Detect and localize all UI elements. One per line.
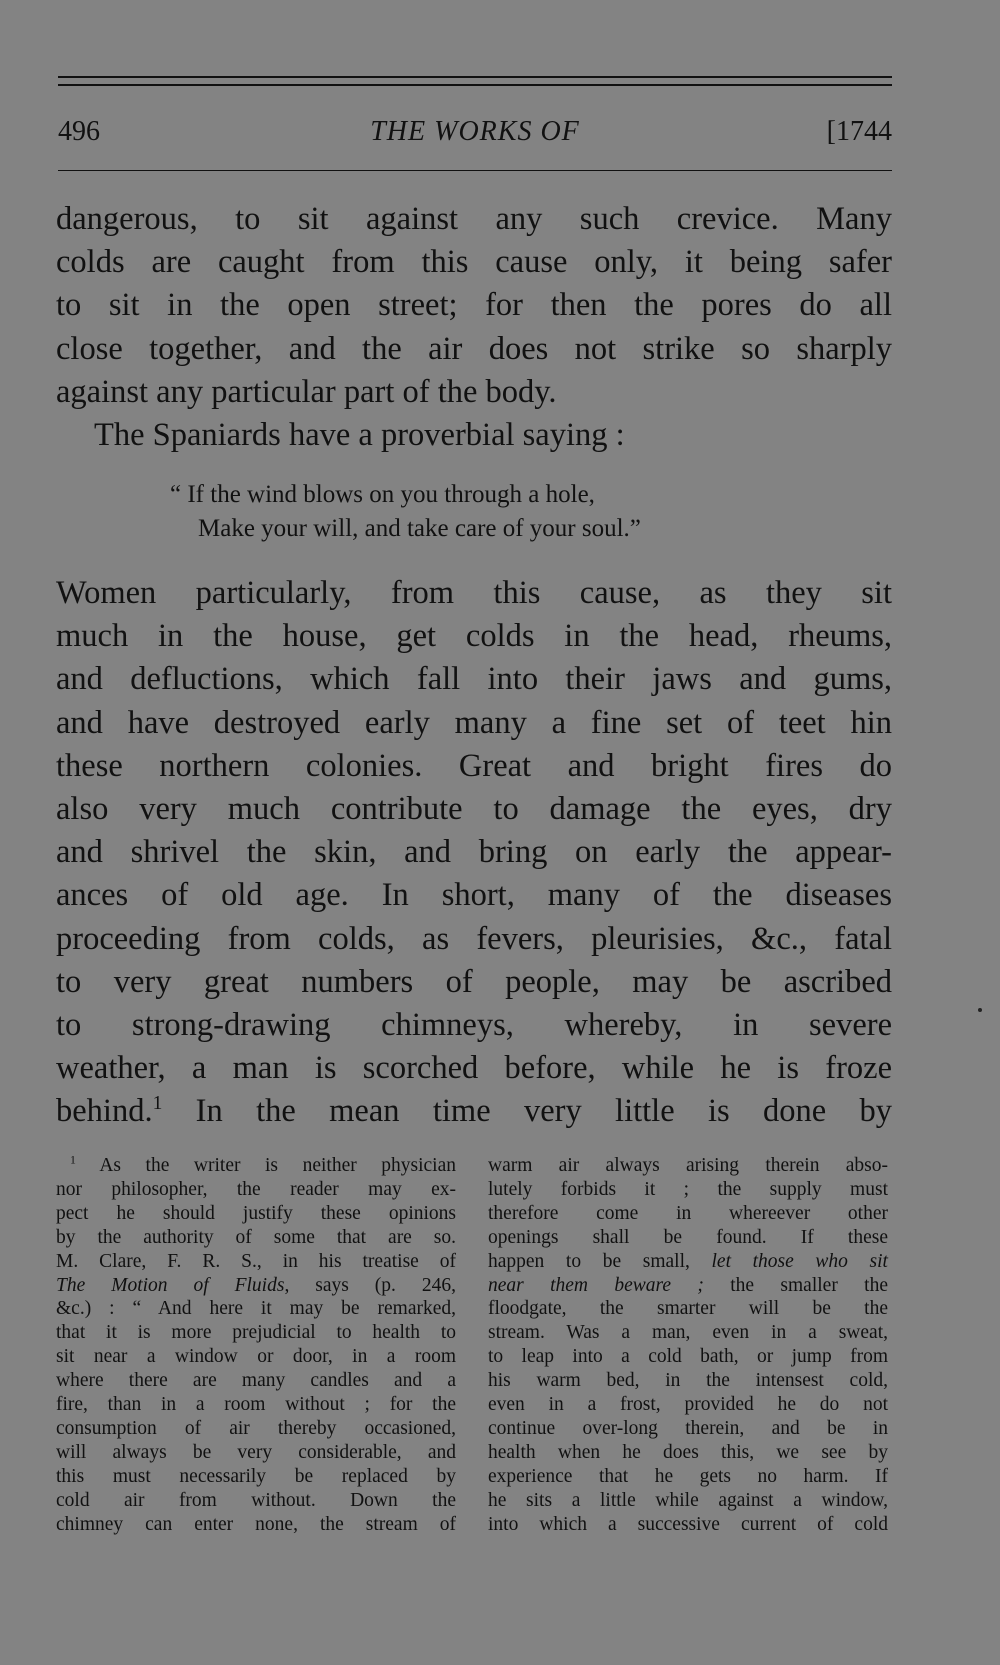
- text-fragment: behind.: [56, 1093, 153, 1130]
- text-line: close together, and the air does not strike so sharply: [56, 330, 892, 367]
- footnote-line: pect he should justify these opinions: [56, 1202, 456, 1224]
- footnote-line: [56, 1154, 456, 1178]
- footnote-line: openings shall be found. If these: [488, 1226, 888, 1248]
- footnote-line: that it is more prejudicial to health to: [56, 1322, 456, 1344]
- footnote-line: he sits a little while against a window,: [488, 1489, 888, 1511]
- footnote-ref: 1: [152, 1093, 163, 1115]
- text-fragment: the smaller the: [703, 1274, 888, 1296]
- text-line: dangerous, to sit against any such crevice. Many: [56, 201, 892, 237]
- footnote-line: [488, 1274, 888, 1298]
- running-title: THE WORKS OF: [370, 116, 580, 147]
- text-line: ances of old age. In short, many of the diseases: [56, 877, 892, 914]
- footnote-line: therefore come in whereever other: [488, 1202, 888, 1224]
- footnote-line: stream. Was a man, even in a sweat,: [488, 1322, 888, 1344]
- text-line: The Spaniards have a proverbial saying :: [94, 417, 625, 454]
- text-line: against any particular part of the body.: [56, 373, 557, 410]
- footnote-line: sit near a window or door, in a room: [56, 1346, 456, 1368]
- footnote-line: where there are many candles and a: [56, 1370, 456, 1392]
- footnote-line: [56, 1274, 456, 1298]
- text-line: to very great numbers of people, may be ascribed: [56, 963, 892, 1000]
- text-line: to sit in the open street; for then the pores do all: [56, 287, 892, 324]
- verse-line: “ If the wind blows on you through a hole,: [170, 481, 595, 508]
- footnote-line: M. Clare, F. R. S., in his treatise of: [56, 1250, 456, 1272]
- footnote-line: warm air always arising therein abso-: [488, 1155, 888, 1176]
- text-line: and have destroyed early many a fine set of teet hin: [56, 704, 892, 741]
- book-title: The Motion of Fluids: [56, 1274, 285, 1296]
- footnote-marker: 1: [70, 1153, 76, 1167]
- text-line: colds are caught from this cause only, it being safer: [56, 244, 892, 281]
- footnote-column-left: [56, 1154, 456, 1537]
- footnote-line: by the authority of some that are so.: [56, 1226, 456, 1248]
- footnote-line: will always be very considerable, and: [56, 1441, 456, 1463]
- text-line: to strong-drawing chimneys, whereby, in severe: [56, 1007, 892, 1044]
- footnote-line: health when he does this, we see by: [488, 1441, 888, 1463]
- text-line: these northern colonies. Great and bright fires do: [56, 747, 892, 784]
- footnote-line: continue over-long therein, and be in: [488, 1417, 888, 1439]
- footnote-line: fire, than in a room without ; for the: [56, 1394, 456, 1416]
- footnote-line: this must necessarily be replaced by: [56, 1465, 456, 1487]
- footnote-line: cold air from without. Down the: [56, 1489, 456, 1511]
- text-fragment: In the mean time very little is done by: [162, 1093, 892, 1130]
- footnote-line: lutely forbids it ; the supply must: [488, 1178, 888, 1200]
- footnote-line: consumption of air thereby occasioned,: [56, 1417, 456, 1439]
- text-line: much in the house, get colds in the head, rheums,: [56, 618, 892, 655]
- footnote-line: chimney can enter none, the stream of: [56, 1513, 456, 1535]
- footnote-line: [488, 1250, 888, 1274]
- paragraph-crevice: [56, 198, 892, 457]
- footnote-column-right: [488, 1154, 888, 1537]
- footnote-line: experience that he gets no harm. If: [488, 1465, 888, 1487]
- margin-speck: [978, 1008, 982, 1012]
- running-head: [58, 116, 892, 156]
- top-rule-upper: [58, 76, 892, 78]
- text-line: and shrivel the skin, and bring on early the appear-: [56, 834, 892, 871]
- footnote-line: &c.) : “ And here it may be remarked,: [56, 1298, 456, 1320]
- text-fragment: , says (p. 246,: [284, 1274, 456, 1296]
- text-fragment: As the writer is neither physician: [75, 1155, 456, 1176]
- text-line: proceeding from colds, as fevers, pleurisies, &c., fatal: [56, 920, 892, 957]
- emphasis-text: near them beware ;: [488, 1274, 704, 1296]
- paragraph-women: [56, 572, 892, 1134]
- footnote-line: his warm bed, in the intensest cold,: [488, 1370, 888, 1392]
- text-line: and defluctions, which fall into their jaws and gums,: [56, 661, 892, 698]
- text-line: also very much contribute to damage the eyes, dry: [56, 791, 892, 828]
- head-rule: [58, 170, 892, 171]
- text-line: [56, 1090, 892, 1133]
- footnote-line: even in a frost, provided he do not: [488, 1394, 888, 1416]
- footnote-line: nor philosopher, the reader may ex-: [56, 1178, 456, 1200]
- proverb-verse: [170, 478, 790, 546]
- footnote-line: floodgate, the smarter will be the: [488, 1298, 888, 1320]
- page-number: 496: [58, 116, 100, 147]
- footnote-line: to leap into a cold bath, or jump from: [488, 1346, 888, 1368]
- emphasis-text: let those who sit: [711, 1250, 888, 1272]
- year-mark: [1744: [826, 116, 892, 147]
- text-line: Women particularly, from this cause, as they sit: [56, 575, 892, 611]
- text-fragment: happen to be small,: [488, 1250, 712, 1272]
- top-rule-lower: [58, 84, 892, 86]
- text-line: weather, a man is scorched before, while he is froze: [56, 1050, 892, 1087]
- verse-line: Make your will, and take care of your soul.”: [198, 515, 641, 542]
- footnote-line: into which a successive current of cold: [488, 1513, 888, 1535]
